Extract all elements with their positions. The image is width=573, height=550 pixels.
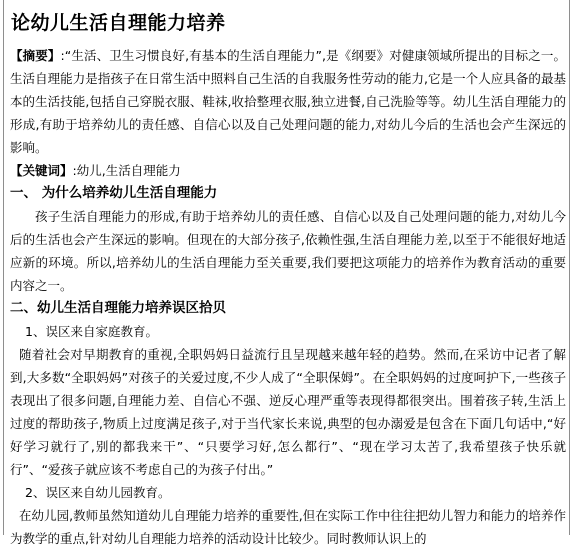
keywords-label: 【关键词】 <box>10 163 73 178</box>
section-1-paragraph: 孩子生活自理能力的形成,有助于培养幼儿的责任感、自信心以及自己处理问题的能力,对幼儿今后的生活也会产生深远的影响。但现在的大部分孩子,依赖性强,生活自理能力差,以至于不能很好地适应新的环境。所以,培养幼儿的生活自理能力至关重要,我们要把这项能力的培养作为教育活动的重要内容之一。 <box>10 209 566 293</box>
page-border-right <box>569 0 570 535</box>
abstract-paragraph <box>10 44 566 159</box>
abstract-label: 【摘要】 <box>10 48 61 63</box>
keywords-paragraph <box>10 159 566 182</box>
document-body <box>10 44 566 550</box>
section-heading-1: 一、 为什么培养幼儿生活自理能力 <box>10 185 218 201</box>
subsection-2-1-paragraph: 随着社会对早期教育的重视,全职妈妈日益流行且呈现越来越年轻的趋势。然而,在采访中记者了解到,大多数“全职妈妈”对孩子的关爱过度,不少人成了“全职保姆”。在全职妈妈的过度呵护下,一些孩子表现出了很多问题,自理能力差、自信心不强、逆反心理严重等表现得都很突出。围着孩子转,生活上过度的帮助孩子,物质上过度满足孩子,对于当代家长来说,典型的包办溺爱是包含在下面几句话中,“好好学习就行了,别的都我来干”、“只要学习好,怎么都行”、“现在学习太苦了,我希望孩子快乐就行”、“爱孩子就应该不考虑自己的为孩子付出。” <box>10 347 566 477</box>
subsection-2-2-paragraph: 在幼儿园,教师虽然知道幼儿自理能力培养的重要性,但在实际工作中往往把幼儿智力和能力的培养作为教学的重点,针对幼儿自理能力培养的活动设计比较少。同时教师认识上的 <box>10 508 566 546</box>
page-border-left <box>3 0 4 535</box>
document-title: 论幼儿生活自理能力培养 <box>11 12 226 34</box>
subsection-heading-2-1: 1、误区来自家庭教育。 <box>25 324 158 339</box>
section-heading-2: 二、幼儿生活自理能力培养误区拾贝 <box>10 300 226 316</box>
keywords-text: :幼儿,生活自理能力 <box>72 163 181 178</box>
abstract-text: :“生活、卫生习惯良好,有基本的生活自理能力”,是《纲要》对健康领域所提出的目标之一。生活自理能力是指孩子在日常生活中照料自己生活的自我服务性劳动的能力,它是一个人应具备的最基本的生活技能,包括自己穿脱衣服、鞋袜,收拾整理衣服,独立进餐,自己洗脸等等。幼儿生活自理能力的形成,有助于培养幼儿的责任感、自信心以及自己处理问题的能力,对幼儿今后的生活也会产生深远的影响。 <box>10 48 566 155</box>
subsection-heading-2-2: 2、误区来自幼儿园教育。 <box>25 485 171 500</box>
